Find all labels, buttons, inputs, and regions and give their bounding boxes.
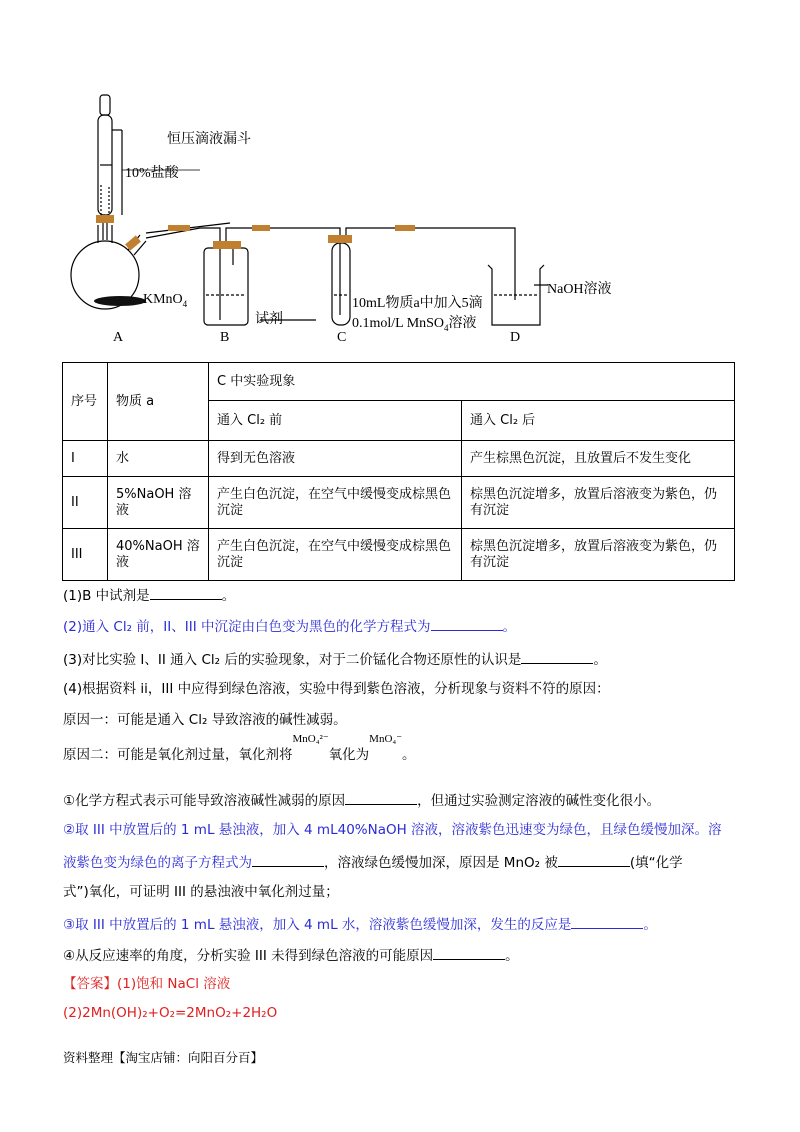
stopcock — [96, 215, 114, 223]
answer-blank[interactable] — [521, 649, 593, 664]
sub-question-2-line1: ②取 III 中放置后的 1 mL 悬浊液，加入 4 mL40%NaOH 溶液，溶液紫色迅速变为绿色，且绿色缓慢加深。溶 — [63, 822, 722, 838]
cell-after: 棕黑色沉淀增多，放置后溶液变为紫色，仍有沉淀 — [462, 477, 735, 529]
connector-2 — [252, 225, 270, 231]
cell-material: 水 — [108, 441, 209, 477]
stopper-b — [213, 241, 241, 249]
answer-blank[interactable] — [433, 945, 505, 960]
ion-manganate: MnO₄²⁻ — [292, 733, 329, 745]
reason-2: 原因二：可能是氧化剂过量，氧化剂将MnO₄²⁻氧化为MnO₄⁻。 — [63, 746, 416, 764]
sub-question-3: ③取 III 中放置后的 1 mL 悬浊液，加入 4 mL 水，溶液紫色缓慢加深，发生的反应是 。 — [63, 914, 657, 934]
cell-before: 产生白色沉淀，在空气中缓慢变成棕黑色沉淀 — [209, 477, 462, 529]
question-4: (4)根据资料 ii，III 中应得到绿色溶液，实验中得到紫色溶液，分析现象与资料不符的原因： — [63, 681, 610, 697]
answer-blank[interactable] — [150, 585, 222, 600]
naoh-label: NaOH溶液 — [547, 282, 612, 297]
sub-question-2-line2: 液紫色变为绿色的离子方程式为 ，溶液绿色缓慢加深，原因是 MnO₂ 被 (填“化学 — [63, 852, 683, 872]
funnel-stopper — [100, 95, 110, 115]
ion-permanganate: MnO₄⁻ — [369, 733, 403, 745]
reason-1: 原因一：可能是通入 Cl₂ 导致溶液的碱性减弱。 — [63, 712, 347, 728]
answer-1: 【答案】(1)饱和 NaCl 溶液 — [63, 976, 231, 992]
cell-before: 得到无色溶液 — [209, 441, 462, 477]
label-b: B — [220, 330, 230, 345]
cell-seq: II — [63, 477, 108, 529]
cell-material: 5%NaOH 溶液 — [108, 477, 209, 529]
header-c-phenomenon: C 中实验现象 — [209, 363, 735, 401]
reagent-label: 试剂 — [255, 312, 283, 327]
answer-blank[interactable] — [252, 852, 324, 867]
connector-3 — [395, 225, 415, 231]
cell-before: 产生白色沉淀，在空气中缓慢变成棕黑色沉淀 — [209, 529, 462, 581]
sub-question-4: ④从反应速率的角度，分析实验 III 未得到绿色溶液的可能原因 。 — [63, 945, 519, 965]
question-2: (2)通入 Cl₂ 前，II、III 中沉淀由白色变为黑色的化学方程式为 。 — [63, 616, 516, 636]
header-material: 物质 a — [108, 363, 209, 441]
label-a: A — [113, 330, 124, 345]
connector-1 — [168, 225, 190, 231]
answer-2: (2)2Mn(OH)₂+O₂=2MnO₂+2H₂O — [63, 1005, 278, 1021]
answer-blank[interactable] — [431, 616, 503, 631]
label-c: C — [337, 330, 347, 345]
header-seq: 序号 — [63, 363, 108, 441]
question-3: (3)对比实验 I、II 通入 Cl₂ 后的实验现象，对于二价锰化合物还原性的认识是 。 — [63, 649, 607, 669]
table-row — [63, 441, 735, 477]
bottle-b — [204, 248, 248, 325]
acid-label: 10%盐酸 — [125, 166, 179, 181]
header-before: 通入 Cl₂ 前 — [209, 401, 462, 441]
sub-question-2-line3: 式”)氧化，可证明 III 的悬浊液中氧化剂过量； — [63, 884, 339, 900]
table-row — [63, 529, 735, 581]
funnel-label: 恒压滴液漏斗 — [167, 132, 251, 147]
header-after: 通入 Cl₂ 后 — [462, 401, 735, 441]
cell-after: 产生棕黑色沉淀，且放置后不发生变化 — [462, 441, 735, 477]
question-1: (1)B 中试剂是 。 — [63, 585, 235, 605]
answer-blank[interactable] — [345, 790, 417, 805]
answer-label: 【答案】 — [63, 976, 117, 992]
kmno4-label: KMnO$_4$ — [143, 292, 188, 309]
experiment-table — [62, 362, 735, 581]
cell-seq: I — [63, 441, 108, 477]
cell-after: 棕黑色沉淀增多，放置后溶液变为紫色，仍有沉淀 — [462, 529, 735, 581]
kmno4-solid — [94, 296, 146, 306]
cell-seq: III — [63, 529, 108, 581]
sub-question-1: ①化学方程式表示可能导致溶液碱性减弱的原因 ，但通过实验测定溶液的碱性变化很小。 — [63, 790, 660, 810]
answer-blank[interactable] — [558, 852, 630, 867]
answer-blank[interactable] — [571, 914, 643, 929]
table-row — [63, 477, 735, 529]
c-label-line2: 0.1mol/L MnSO$_4$溶液 — [352, 316, 477, 333]
cell-material: 40%NaOH 溶液 — [108, 529, 209, 581]
footer-text: 资料整理【淘宝店铺：向阳百分百】 — [63, 1050, 264, 1065]
c-label-line1: 10mL物质a中加入5滴 — [352, 296, 483, 311]
stopper-c — [328, 235, 352, 243]
tube-c — [332, 243, 350, 325]
label-d: D — [510, 330, 521, 345]
